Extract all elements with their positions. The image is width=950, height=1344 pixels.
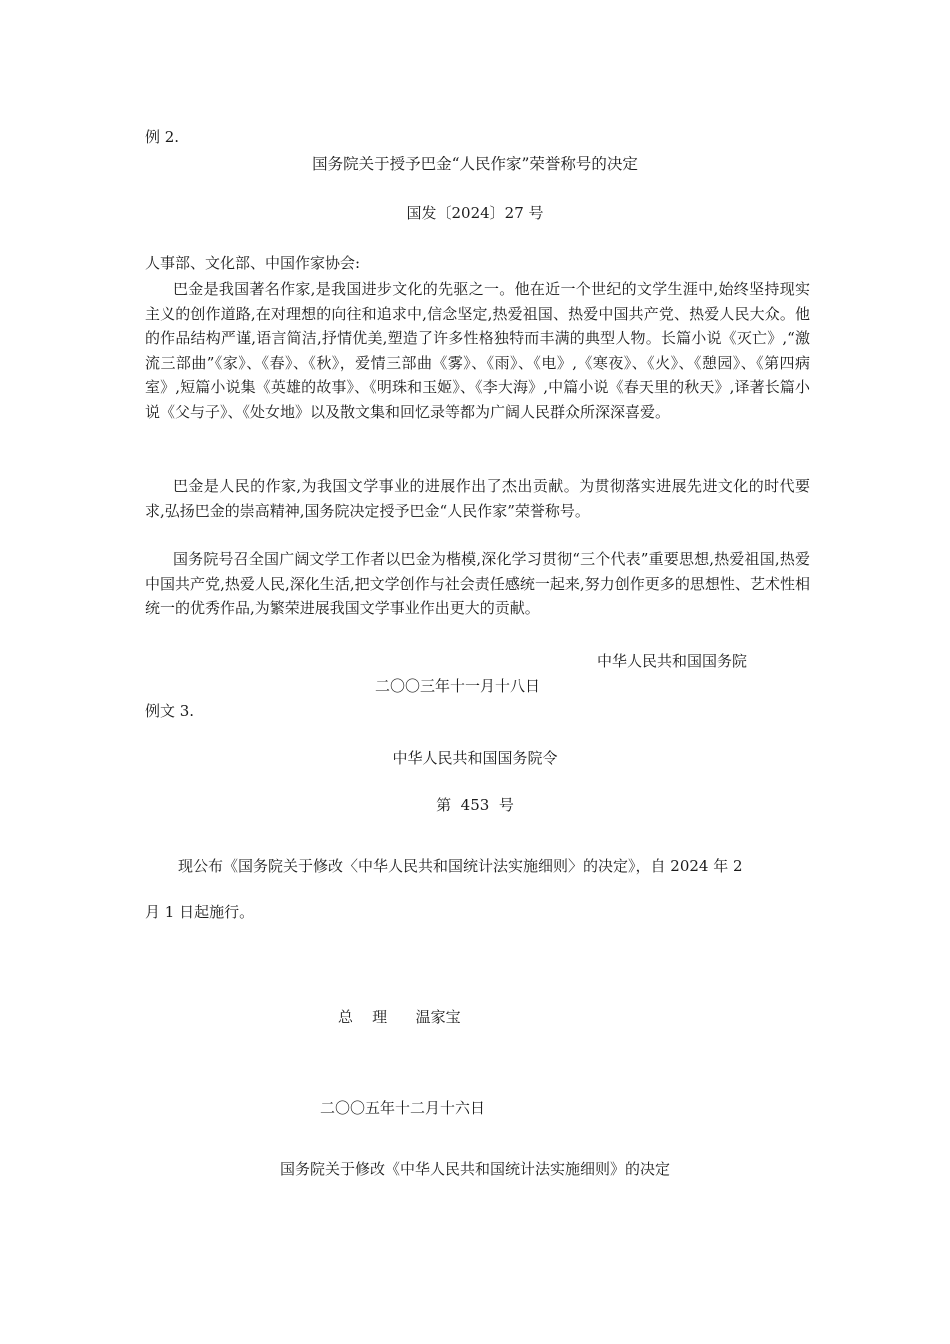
example3-premier-signature: 总 理 温家宝 (338, 1008, 461, 1026)
example2-date: 二〇〇三年十一月十八日 (375, 677, 541, 695)
example3-label: 例文 3. (145, 702, 195, 720)
example2-doc-number: 国发〔2024〕27 号 (406, 204, 544, 222)
example2-label: 例 2. (145, 128, 180, 146)
example2-signature: 中华人民共和国国务院 (597, 652, 748, 670)
example2-paragraph-1: 巴金是我国著名作家,是我国进步文化的先驱之一。他在近一个世纪的文学生涯中,始终坚持现实主义的创作道路,在对理想的向往和追求中,信念坚定,热爱祖国、热爱中国共产党、热爱人民大众。他的作品结构严谨,语言简洁,抒情优美,塑造了许多性格独特而丰满的典型人物。长篇小说《灭亡》,“激流三部曲”《家》、《春》、《秋》，爱情三部曲《雾》、《雨》、《电》,《寒夜》、《火》、《憩园》、《第四病室》,短篇小说集《英雄的故事》、《明珠和玉姬》、《李大海》,中篇小说《春天里的秋天》,译著长篇小说《父与子》、《处女地》以及散文集和回忆录等都为广阔人民群众所深深喜爱。 (145, 280, 810, 421)
example3-date: 二〇〇五年十二月十六日 (320, 1099, 486, 1117)
example3-title: 中华人民共和国国务院令 (392, 749, 558, 767)
example3-decision-title: 国务院关于修改《中华人民共和国统计法实施细则》的决定 (279, 1160, 670, 1178)
example3-announcement-line-1: 现公布《国务院关于修改〈中华人民共和国统计法实施细则〉的决定》，自 2024 年 2 (178, 857, 743, 875)
example2-paragraph-3: 国务院号召全国广阔文学工作者以巴金为楷模,深化学习贯彻“三个代表”重要思想,热爱祖国,热爱中国共产党,热爱人民,深化生活,把文学创作与社会责任感统一起来,努力创作更多的思想性、艺术性相统一的优秀作品,为繁荣进展我国文学事业作出更大的贡献。 (145, 550, 810, 617)
example3-order-number: 第 453 号 (436, 796, 514, 814)
example2-title: 国务院关于授予巴金“人民作家”荣誉称号的决定 (312, 155, 638, 173)
example3-announcement-line-2: 月 1 日起施行。 (145, 903, 255, 921)
example2-paragraph-2: 巴金是人民的作家,为我国文学事业的进展作出了杰出贡献。为贯彻落实进展先进文化的时代要求,弘扬巴金的崇高精神,国务院决定授予巴金“人民作家”荣誉称号。 (145, 477, 810, 520)
example2-recipients: 人事部、文化部、中国作家协会: (145, 254, 361, 272)
